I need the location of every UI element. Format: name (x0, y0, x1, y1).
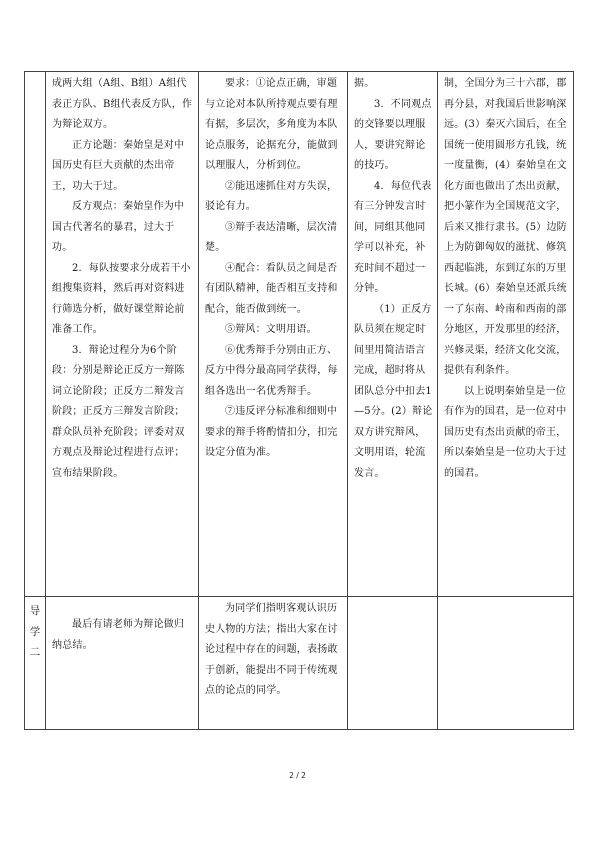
requirement-cell (199, 72, 348, 597)
paragraph: 据。 (354, 78, 375, 89)
rules-cell (348, 72, 438, 597)
rules-content (348, 597, 437, 601)
notes-cell (438, 72, 574, 597)
notes-cell (438, 597, 574, 730)
paragraph: 要求：①论点正确，审题与立论对本队所持观点要有理有据，多层次，多角度为本队论点服务，论据充分，能做到以理服人，分析到位。 (205, 78, 338, 171)
paragraph: 以上说明秦始皇是一位有作为的国君，是一位对中国历史有杰出贡献的帝王，所以秦始皇是一位功大于过的国君。 (444, 385, 567, 479)
paragraph: ④配合：看队员之间是否有团队精神，能否相互支持和配合，能否做到统一。 (205, 262, 338, 315)
paragraph: 成两大组（A组、B组）A组代表正方队、B组代表反方队，作为辩论双方。 (52, 78, 193, 130)
row-label-cell (25, 597, 46, 730)
requirement-cell (199, 597, 348, 730)
table-row (25, 72, 574, 597)
paragraph: 3．不同观点的交锋要以理服人，要讲究辩论的技巧。 (354, 98, 432, 171)
paragraph: ⑦违反评分标准和细则中要求的辩手将酌情扣分，扣完设定分值为准。 (205, 406, 338, 458)
paragraph: （1）正反方队员须在规定时间里用简洁语言完成，超时将从团队总分中扣去1—5分。(2）辩论双方讲究辩风，文明用语，轮流发言。 (354, 303, 433, 479)
paragraph: 4．每位代表有三分钟发言时间，同组其他同学可以补充，补充时间不超过一分钟。 (354, 180, 432, 294)
paragraph: ⑤辩风：文明用语。 (225, 324, 317, 335)
activity-cell (46, 72, 199, 597)
activity-content (46, 597, 198, 658)
requirement-content (199, 72, 347, 466)
activity-cell (46, 597, 199, 730)
page-number: 2 / 2 (289, 771, 306, 780)
notes-content (438, 72, 573, 486)
requirement-content (199, 597, 347, 704)
table-row (25, 597, 574, 730)
paragraph: 正方论题：秦始皇是对中国历史有巨大贡献的杰出帝王，功大于过。 (52, 139, 185, 192)
lesson-table-body (25, 72, 574, 730)
notes-content (438, 597, 573, 601)
paragraph: 最后有请老师为辩论做归纳总结。 (52, 619, 185, 651)
paragraph: 制，全国分为三十六郡，郡再分县，对我国后世影响深远。(3）秦灭六国后，在全国统一使用圆形方孔钱，统一度量衡，(4）秦始皇在文化方面也做出了杰出贡献，把小篆作为全国规范文字，后来又推行隶书。(5）边防上为防御匈奴的滋扰、修筑西起临洮，东到辽东的万里长城。(6）秦始皇还派兵统一了东南、岭南和西南的部分地区，开发那里的经济，兴修灵渠，经济文化交流，提供有利条件。 (444, 78, 567, 376)
paragraph: ②能迅速抓住对方失误，驳论有力。 (205, 180, 338, 212)
paragraph: 反方观点：秦始皇作为中国古代著名的暴君，过大于功。 (52, 201, 185, 253)
rules-cell (348, 597, 438, 730)
activity-content (46, 72, 198, 486)
paragraph: 为同学们指明客观认识历史人物的方法；指出大家在讨论过程中存在的问题，表扬敢于创新，能提出不同于传统观点的论点的同学。 (205, 603, 338, 696)
paragraph: 3．辩论过程分为6个阶段：分别是辩论正反方一辩陈词立论阶段；正反方二辩发言阶段；正反方三辩发言阶段；群众队员补充阶段；评委对双方观点及辩论过程进行点评；宣布结果阶段。 (52, 344, 185, 479)
paragraph: ③辩手表达清晰，层次清楚。 (205, 221, 338, 253)
lesson-table (24, 71, 574, 730)
paragraph: ⑥优秀辩手分别由正方、反方中得分最高同学获得，每组各选出一名优秀辩手。 (205, 344, 338, 397)
row-label-cell (25, 72, 46, 597)
row-label (25, 72, 45, 80)
paragraph: 2．每队按要求分成若干小组搜集资料，然后再对资料进行筛选分析，做好课堂辩论前准备工作。 (52, 262, 191, 335)
row-label: 导学二 (29, 605, 41, 658)
rules-content (348, 72, 437, 486)
